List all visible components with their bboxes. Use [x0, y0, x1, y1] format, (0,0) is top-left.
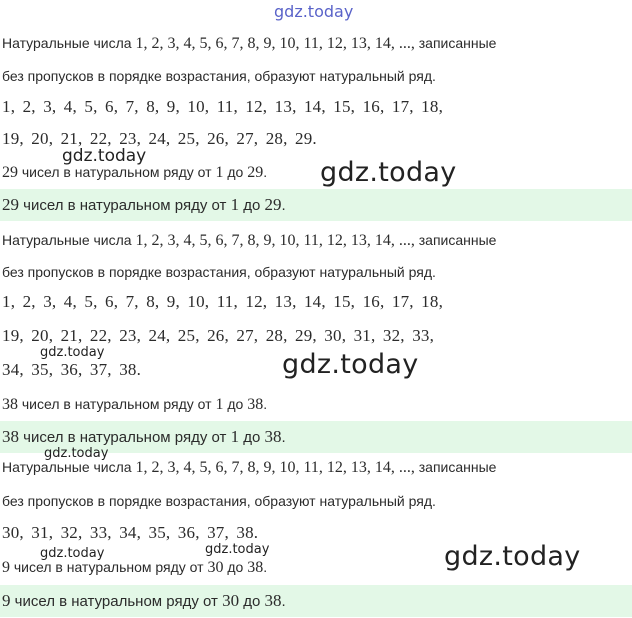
block3-from: 30 [207, 559, 224, 576]
block2-from: 1 [215, 396, 224, 413]
block3-answer-count: 9 [2, 591, 11, 610]
block1-end: . [263, 164, 268, 180]
block3-answer-from: 30 [222, 591, 240, 610]
block1-answer-from: 1 [230, 195, 240, 214]
block2-intro-line2: без пропусков в порядке возрастания, образуют натуральный ряд. [2, 264, 436, 280]
block2-answer [2, 427, 286, 448]
block1-intro-numbers: 1, 2, 3, 4, 5, 6, 7, 8, 9, 10, 11, 12, 13, 14, ..., [135, 35, 415, 52]
block2-sequence-row3: 34, 35, 36, 37, 38. [2, 360, 142, 379]
block2-count: 38 [2, 396, 18, 413]
block2-answer-from: 1 [230, 427, 240, 446]
block3-answer-to: 38 [264, 591, 282, 610]
block2-answer-text: чисел в натуральном ряду от [19, 429, 231, 446]
watermark: gdz.today [320, 157, 457, 188]
block1-sequence-row1: 1, 2, 3, 4, 5, 6, 7, 8, 9, 10, 11, 12, 13, 14, 15, 16, 17, 18, [2, 97, 444, 116]
watermark: gdz.today [40, 546, 105, 561]
watermark-top: gdz.today [274, 2, 354, 21]
block3-to: 38 [247, 559, 264, 576]
block2-answer-count: 38 [2, 427, 19, 446]
block2-sequence-row2: 19, 20, 21, 22, 23, 24, 25, 26, 27, 28, 29, 30, 31, 32, 33, [2, 326, 435, 345]
block1-intro-line1 [2, 33, 496, 54]
block3-intro-numbers: 1, 2, 3, 4, 5, 6, 7, 8, 9, 10, 11, 12, 13, 14, ..., [135, 459, 415, 476]
block2-answer-end: . [281, 429, 286, 446]
watermark: gdz.today [282, 349, 419, 380]
block2-to-word: до [223, 396, 248, 412]
block1-answer-count: 29 [2, 195, 19, 214]
block3-sequence-row1: 30, 31, 32, 33, 34, 35, 36, 37, 38. [2, 523, 259, 542]
block1-intro-line2: без пропусков в порядке возрастания, образуют натуральный ряд. [2, 68, 436, 84]
block1-answer-text: чисел в натуральном ряду от [19, 197, 231, 214]
block2-answer-to-word: до [239, 429, 265, 446]
watermark: gdz.today [444, 541, 581, 572]
block3-intro-line2: без пропусков в порядке возрастания, образуют натуральный ряд. [2, 493, 436, 509]
block1-count: 29 [2, 164, 18, 181]
block3-result-text: чисел в натуральном ряду от [10, 559, 208, 575]
watermark: gdz.today [40, 345, 105, 360]
block2-intro-text: Натуральные числа [2, 232, 136, 248]
block1-to-word: до [223, 164, 248, 180]
block1-result-text: чисел в натуральном ряду от [18, 164, 216, 180]
block3-to-word: до [223, 559, 248, 575]
block1-to: 29 [247, 164, 264, 181]
block1-from: 1 [215, 164, 224, 181]
block3-answer-to-word: до [239, 593, 265, 610]
block3-answer [2, 591, 286, 612]
block3-answer-text: чисел в натуральном ряду от [10, 593, 223, 610]
block2-intro-line1 [2, 230, 496, 251]
block3-intro-tail: записанные [414, 459, 497, 475]
block3-end: . [263, 559, 268, 575]
block1-sequence-row2: 19, 20, 21, 22, 23, 24, 25, 26, 27, 28, 29. [2, 129, 317, 148]
block2-answer-to: 38 [264, 427, 282, 446]
block2-to: 38 [247, 396, 264, 413]
watermark: gdz.today [62, 146, 147, 166]
watermark: gdz.today [205, 542, 270, 557]
block2-intro-tail: записанные [414, 232, 497, 248]
block1-intro-tail: записанные [414, 35, 497, 51]
block2-result-text: чисел в натуральном ряду от [18, 396, 216, 412]
block3-answer-end: . [281, 593, 286, 610]
block2-end: . [263, 396, 268, 412]
block3-intro-text: Натуральные числа [2, 459, 136, 475]
block2-intro-numbers: 1, 2, 3, 4, 5, 6, 7, 8, 9, 10, 11, 12, 13, 14, ..., [135, 232, 415, 249]
block2-result [2, 394, 267, 415]
block2-sequence-row1: 1, 2, 3, 4, 5, 6, 7, 8, 9, 10, 11, 12, 13, 14, 15, 16, 17, 18, [2, 292, 444, 311]
block1-answer-end: . [281, 197, 286, 214]
watermark: gdz.today [44, 446, 109, 461]
block1-answer-to: 29 [264, 195, 282, 214]
block1-answer [2, 195, 286, 216]
block1-answer-band [0, 189, 632, 221]
block3-answer-band [0, 585, 632, 617]
block3-count: 9 [2, 559, 10, 576]
block1-intro-text: Натуральные числа [2, 35, 136, 51]
block1-answer-to-word: до [239, 197, 265, 214]
